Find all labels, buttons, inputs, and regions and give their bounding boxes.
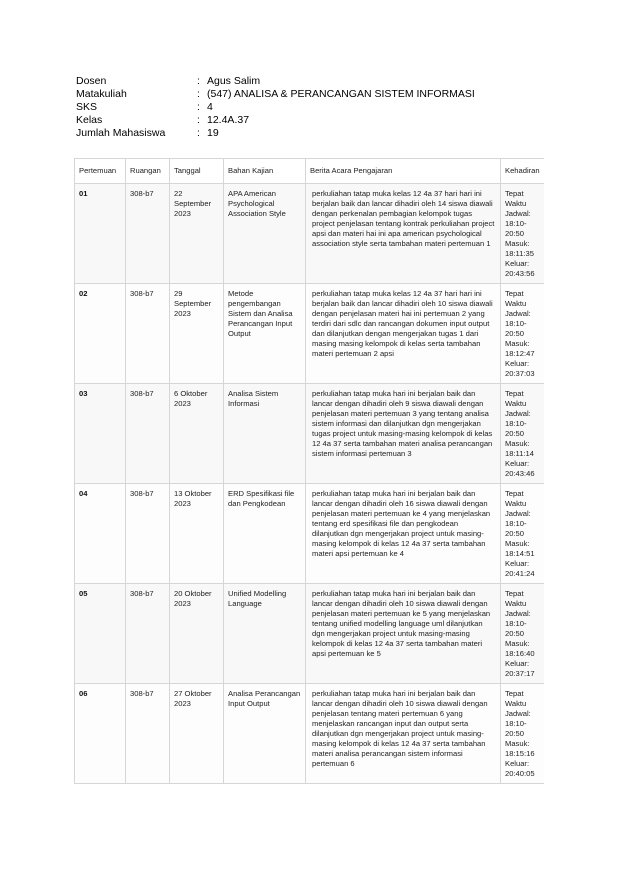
cell-bahan-kajian: Analisa Sistem Informasi bbox=[224, 384, 306, 484]
info-value: 12.4A.37 bbox=[207, 114, 250, 126]
info-value: 4 bbox=[207, 101, 213, 113]
info-row-kelas: Kelas : 12.4A.37 bbox=[76, 114, 250, 126]
column-header-ruangan: Ruangan bbox=[126, 159, 170, 184]
column-header-berita-acara: Berita Acara Pengajaran bbox=[306, 159, 501, 184]
info-label: Matakuliah bbox=[76, 88, 127, 100]
cell-pertemuan: 05 bbox=[75, 584, 126, 684]
cell-tanggal: 6 Oktober 2023 bbox=[170, 384, 224, 484]
table-row bbox=[75, 284, 545, 384]
table-row bbox=[75, 384, 545, 484]
cell-ruangan: 308-b7 bbox=[126, 184, 170, 284]
info-value: Agus Salim bbox=[207, 75, 261, 87]
cell-tanggal: 22 September 2023 bbox=[170, 184, 224, 284]
cell-berita-acara: perkuliahan tatap muka hari ini berjalan baik dan lancar dengan dihadiri oleh 16 siswa diawali dengan penjelasan materi pertemuan ke 4 yang menjelaskan tentang erd spesifikasi file dan pengkodean dilanjutkan dgn mengerjakan project untuk masing-masing kelompok di kelas 12 4a 37 serta tambahan materi apsi pertemuan ke 4 bbox=[306, 484, 501, 584]
table-row bbox=[75, 484, 545, 584]
column-header-bahan-kajian: Bahan Kajian bbox=[224, 159, 306, 184]
info-label: SKS bbox=[76, 101, 98, 113]
attendance-table bbox=[74, 158, 544, 784]
cell-ruangan: 308-b7 bbox=[126, 584, 170, 684]
cell-tanggal: 29 September 2023 bbox=[170, 284, 224, 384]
cell-bahan-kajian: Analisa Perancangan Input Output bbox=[224, 684, 306, 784]
table-row bbox=[75, 584, 545, 684]
cell-bahan-kajian: ERD Spesifikasi file dan Pengkodean bbox=[224, 484, 306, 584]
cell-tanggal: 27 Oktober 2023 bbox=[170, 684, 224, 784]
info-row-sks: SKS : 4 bbox=[76, 101, 213, 113]
cell-berita-acara: perkuliahan tatap muka hari ini berjalan baik dan lancar dengan dihadiri oleh 10 siswa diawali dengan penjelasan tentang materi pertemuan 6 yang menjelaskan rancangan input dan output serta dilanjutkan dgn mengerjakan project untuk masing-masing kelompok di kelas 12 4a 37 serta tambahan materi analisa perancangan sistem informasi pertemuan 6 bbox=[306, 684, 501, 784]
info-row-matakuliah: Matakuliah : (547) ANALISA & PERANCANGAN SISTEM INFORMASI bbox=[76, 88, 475, 100]
cell-kehadiran: Tepat Waktu Jadwal: 18:10-20:50 Masuk: 18:12:47 Keluar: 20:37:03 bbox=[501, 284, 545, 384]
cell-pertemuan: 06 bbox=[75, 684, 126, 784]
info-label: Dosen bbox=[76, 75, 107, 87]
column-header-tanggal: Tanggal bbox=[170, 159, 224, 184]
cell-bahan-kajian: Metode pengembangan Sistem dan Analisa Perancangan Input Output bbox=[224, 284, 306, 384]
cell-bahan-kajian: Unified Modelling Language bbox=[224, 584, 306, 684]
table-row bbox=[75, 184, 545, 284]
cell-berita-acara: perkuliahan tatap muka kelas 12 4a 37 hari hari ini berjalan baik dan lancar dihadiri oleh 14 siswa diawali dengan perkenalan pembagian kelompok tugas project penjelasan tentang kontrak perkuliahan project apsi dan materi hai ini apa american psychological association style serta tambahan materi pertemuan 1 bbox=[306, 184, 501, 284]
cell-pertemuan: 02 bbox=[75, 284, 126, 384]
table-header-row bbox=[75, 159, 545, 184]
cell-berita-acara: perkuliahan tatap muka hari ini berjalan baik dan lancar dengan dihadiri oleh 10 siswa diawali dengan penjelasan materi pertemuan ke 5 yang menjelaskan tentang unified modelling language uml dilanjutkan dgn mengerjakan project untuk masing-masing kelompok di kelas 12 4a 37 serta tambahan materi apsi pertemuan ke 5 bbox=[306, 584, 501, 684]
cell-pertemuan: 03 bbox=[75, 384, 126, 484]
table-row bbox=[75, 684, 545, 784]
cell-berita-acara: perkuliahan tatap muka hari ini berjalan baik dan lancar dengan dihadiri oleh 9 siswa diawali dengan penjelasan materi pertemuan 3 yang tentang analisa sistem informasi dan dilanjutkan dgn mengerjakan tugas project untuk masing-masing kelompok di kelas 12 4a 37 serta tambahan materi analisa perancangan sistem informasi pertemuan 3 bbox=[306, 384, 501, 484]
cell-kehadiran: Tepat Waktu Jadwal: 18:10-20:50 Masuk: 18:11:35 Keluar: 20:43:56 bbox=[501, 184, 545, 284]
info-label: Kelas bbox=[76, 114, 103, 126]
cell-kehadiran: Tepat Waktu Jadwal: 18:10-20:50 Masuk: 18:11:14 Keluar: 20:43:46 bbox=[501, 384, 545, 484]
column-header-kehadiran: Kehadiran bbox=[501, 159, 545, 184]
cell-tanggal: 13 Oktober 2023 bbox=[170, 484, 224, 584]
cell-tanggal: 20 Oktober 2023 bbox=[170, 584, 224, 684]
cell-pertemuan: 01 bbox=[75, 184, 126, 284]
cell-ruangan: 308-b7 bbox=[126, 684, 170, 784]
course-info bbox=[76, 75, 475, 140]
cell-ruangan: 308-b7 bbox=[126, 384, 170, 484]
info-value: 19 bbox=[207, 127, 219, 139]
cell-kehadiran: Tepat Waktu Jadwal: 18:10-20:50 Masuk: 18:14:51 Keluar: 20:41:24 bbox=[501, 484, 545, 584]
cell-kehadiran: Tepat Waktu Jadwal: 18:10-20:50 Masuk: 18:16:40 Keluar: 20:37:17 bbox=[501, 584, 545, 684]
cell-ruangan: 308-b7 bbox=[126, 484, 170, 584]
column-header-pertemuan: Pertemuan bbox=[75, 159, 126, 184]
cell-bahan-kajian: APA American Psychological Association Style bbox=[224, 184, 306, 284]
info-value: (547) ANALISA & PERANCANGAN SISTEM INFORMASI bbox=[207, 88, 475, 100]
info-row-dosen: Dosen : Agus Salim bbox=[76, 75, 261, 87]
cell-berita-acara: perkuliahan tatap muka kelas 12 4a 37 hari hari ini berjalan baik dan lancar dihadiri oleh 10 siswa diawali dengan penjelasan materi hai ini pertemuan 2 yang terdiri dari sdlc dan rancangan dokumen input output dan dilanjutkan dengan mengerjakan tugas 1 dari masing masing kelompok di kelas serta tambahan materi pertemuan 2 apsi bbox=[306, 284, 501, 384]
info-row-jumlah-mahasiswa: Jumlah Mahasiswa : 19 bbox=[76, 127, 219, 139]
cell-kehadiran: Tepat Waktu Jadwal: 18:10-20:50 Masuk: 18:15:16 Keluar: 20:40:05 bbox=[501, 684, 545, 784]
cell-pertemuan: 04 bbox=[75, 484, 126, 584]
cell-ruangan: 308-b7 bbox=[126, 284, 170, 384]
info-label: Jumlah Mahasiswa bbox=[76, 127, 166, 139]
attendance-table-container bbox=[74, 158, 544, 784]
